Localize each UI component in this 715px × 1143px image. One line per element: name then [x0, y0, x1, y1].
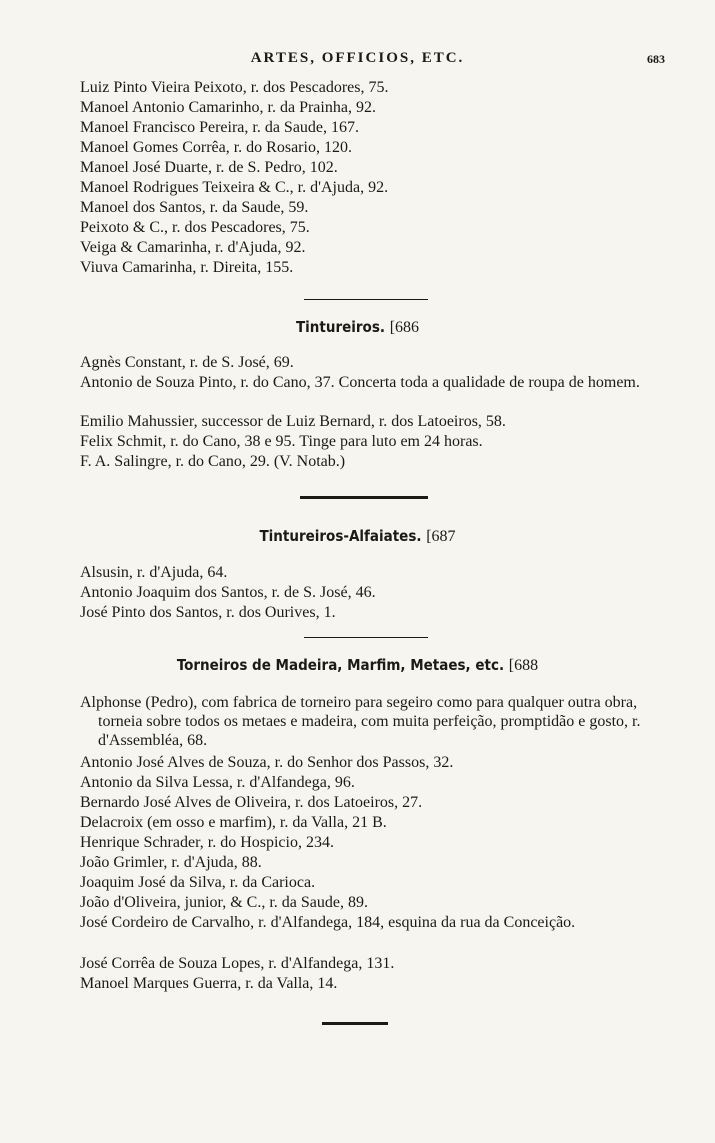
running-title: ARTES, OFFICIOS, ETC. — [250, 50, 465, 66]
list-item: Alsusin, r. d'Ajuda, 64. — [80, 564, 228, 581]
list-item: Peixoto & C., r. dos Pescadores, 75. — [80, 219, 310, 236]
list-item: F. A. Salingre, r. do Cano, 29. (V. Notab.) — [80, 453, 346, 470]
section-heading — [0, 527, 715, 546]
list-item: Alphonse (Pedro), com fabrica de torneiro para segeiro como para qualquer outra obra, torneia sobre todos os metaes e madeira, com muita perfeição, promptidão e gosto, r. d'Assembléa, 68. — [80, 694, 641, 749]
list-item: José Cordeiro de Carvalho, r. d'Alfandega, 184, esquina da rua da Conceição. — [80, 914, 576, 931]
list-item: João Grimler, r. d'Ajuda, 88. — [80, 854, 262, 871]
list-item: Manoel Antonio Camarinho, r. da Prainha, 92. — [80, 99, 376, 116]
section-number: [687 — [426, 528, 456, 545]
list-item: Antonio José Alves de Souza, r. do Senhor dos Passos, 32. — [80, 754, 454, 771]
list-item: José Corrêa de Souza Lopes, r. d'Alfandega, 131. — [80, 955, 395, 972]
running-head — [0, 46, 715, 70]
list-item: Antonio da Silva Lessa, r. d'Alfandega, 96. — [80, 774, 355, 791]
list-item: Luiz Pinto Vieira Peixoto, r. dos Pescadores, 75. — [80, 79, 389, 96]
section-divider — [304, 637, 428, 638]
list-item: João d'Oliveira, junior, & C., r. da Saude, 89. — [80, 894, 368, 911]
list-item: Veiga & Camarinha, r. d'Ajuda, 92. — [80, 239, 306, 256]
list-item: Manoel José Duarte, r. de S. Pedro, 102. — [80, 159, 338, 176]
section-title: Tintureiros. — [295, 318, 385, 336]
list-item: Joaquim José da Silva, r. da Carioca. — [80, 874, 316, 891]
section-title: Torneiros de Madeira, Marfim, Metaes, etc. — [176, 656, 505, 674]
list-item: Manoel Rodrigues Teixeira & C., r. d'Ajuda, 92. — [80, 179, 389, 196]
list-item: Manoel Gomes Corrêa, r. do Rosario, 120. — [80, 139, 352, 156]
section-title: Tintureiros-Alfaiates. — [259, 527, 422, 545]
list-item: Manoel dos Santos, r. da Saude, 59. — [80, 199, 309, 216]
list-item: Delacroix (em osso e marfim), r. da Valla, 21 B. — [80, 814, 387, 831]
list-item: Agnès Constant, r. de S. José, 69. — [80, 354, 294, 371]
section-number: [686 — [389, 319, 420, 336]
section-heading — [0, 318, 715, 337]
list-item: Bernardo José Alves de Oliveira, r. dos Latoeiros, 27. — [80, 794, 423, 811]
list-item: Emilio Mahussier, successor de Luiz Bernard, r. dos Latoeiros, 58. — [80, 413, 506, 430]
section-divider — [322, 1022, 388, 1025]
page-number: 683 — [647, 52, 665, 66]
list-item: Manoel Francisco Pereira, r. da Saude, 167. — [80, 119, 360, 136]
list-item: Manoel Marques Guerra, r. da Valla, 14. — [80, 975, 338, 992]
list-item: Antonio Joaquim dos Santos, r. de S. José, 46. — [80, 584, 376, 601]
section-heading — [0, 656, 715, 675]
list-item: Antonio de Souza Pinto, r. do Cano, 37. Concerta toda a qualidade de roupa de homem. — [80, 374, 640, 391]
section-divider — [304, 299, 428, 300]
list-item: José Pinto dos Santos, r. dos Ourives, 1. — [80, 604, 336, 621]
section-number: [688 — [508, 657, 539, 674]
list-item: Felix Schmit, r. do Cano, 38 e 95. Tinge para luto em 24 horas. — [80, 433, 483, 450]
section-divider — [300, 496, 428, 499]
list-item: Viuva Camarinha, r. Direita, 155. — [80, 259, 294, 276]
list-item: Henrique Schrader, r. do Hospicio, 234. — [80, 834, 334, 851]
